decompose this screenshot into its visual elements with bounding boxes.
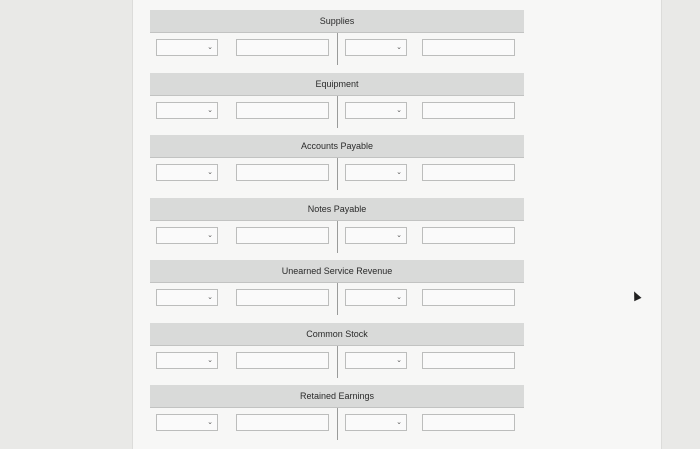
t-account-title: Unearned Service Revenue [150, 260, 524, 283]
debit-account-select[interactable] [156, 102, 218, 119]
debit-amount-input[interactable] [236, 227, 329, 244]
t-account-title: Supplies [150, 10, 524, 33]
chevron-down-icon: ⌄ [207, 106, 213, 114]
debit-account-select[interactable] [156, 289, 218, 306]
debit-account-select[interactable] [156, 352, 218, 369]
credit-account-select[interactable] [345, 164, 407, 181]
t-account-equipment [150, 73, 524, 136]
debit-account-select[interactable] [156, 227, 218, 244]
debit-amount-input[interactable] [236, 289, 329, 306]
debit-amount-input[interactable] [236, 102, 329, 119]
credit-amount-input[interactable] [422, 102, 515, 119]
t-account-divider [337, 158, 338, 190]
debit-amount-input[interactable] [236, 164, 329, 181]
chevron-down-icon: ⌄ [396, 356, 402, 364]
t-account-accounts-payable [150, 135, 524, 198]
t-account-title: Common Stock [150, 323, 524, 346]
t-account-retained-earnings [150, 385, 524, 448]
t-account-body [150, 408, 524, 440]
t-account-divider [337, 283, 338, 315]
t-account-title: Equipment [150, 73, 524, 96]
t-account-body [150, 96, 524, 128]
chevron-down-icon: ⌄ [396, 419, 402, 426]
t-account-divider [337, 346, 338, 378]
t-accounts-list [150, 10, 524, 448]
t-account-body [150, 346, 524, 378]
t-account-unearned-service-revenue [150, 260, 524, 323]
chevron-down-icon: ⌄ [396, 231, 402, 239]
t-account-body [150, 221, 524, 253]
debit-account-select[interactable] [156, 164, 218, 181]
debit-account-select[interactable] [156, 39, 218, 56]
t-account-divider [337, 33, 338, 65]
chevron-down-icon: ⌄ [207, 169, 213, 176]
t-account-body [150, 283, 524, 315]
chevron-down-icon: ⌄ [207, 356, 213, 364]
t-account-title: Notes Payable [150, 198, 524, 221]
credit-amount-input[interactable] [422, 164, 515, 181]
t-account-divider [337, 96, 338, 128]
debit-amount-input[interactable] [236, 39, 329, 56]
t-account-title: Accounts Payable [150, 135, 524, 158]
credit-account-select[interactable] [345, 39, 407, 56]
t-account-notes-payable [150, 198, 524, 261]
credit-amount-input[interactable] [422, 352, 515, 369]
credit-amount-input[interactable] [422, 227, 515, 244]
chevron-down-icon: ⌄ [396, 44, 402, 51]
credit-amount-input[interactable] [422, 39, 515, 56]
credit-account-select[interactable] [345, 289, 407, 306]
chevron-down-icon: ⌄ [207, 44, 213, 51]
credit-amount-input[interactable] [422, 414, 515, 431]
debit-amount-input[interactable] [236, 352, 329, 369]
credit-account-select[interactable] [345, 227, 407, 244]
credit-account-select[interactable] [345, 102, 407, 119]
credit-amount-input[interactable] [422, 289, 515, 306]
t-account-divider [337, 408, 338, 440]
credit-account-select[interactable] [345, 414, 407, 431]
t-account-title: Retained Earnings [150, 385, 524, 408]
chevron-down-icon: ⌄ [396, 294, 402, 301]
chevron-down-icon: ⌄ [207, 419, 213, 426]
chevron-down-icon: ⌄ [207, 231, 213, 239]
t-account-body [150, 158, 524, 190]
chevron-down-icon: ⌄ [396, 106, 402, 114]
debit-account-select[interactable] [156, 414, 218, 431]
credit-account-select[interactable] [345, 352, 407, 369]
t-account-body [150, 33, 524, 65]
t-account-supplies [150, 10, 524, 73]
debit-amount-input[interactable] [236, 414, 329, 431]
t-account-common-stock [150, 323, 524, 386]
chevron-down-icon: ⌄ [207, 294, 213, 301]
t-account-divider [337, 221, 338, 253]
chevron-down-icon: ⌄ [396, 169, 402, 176]
